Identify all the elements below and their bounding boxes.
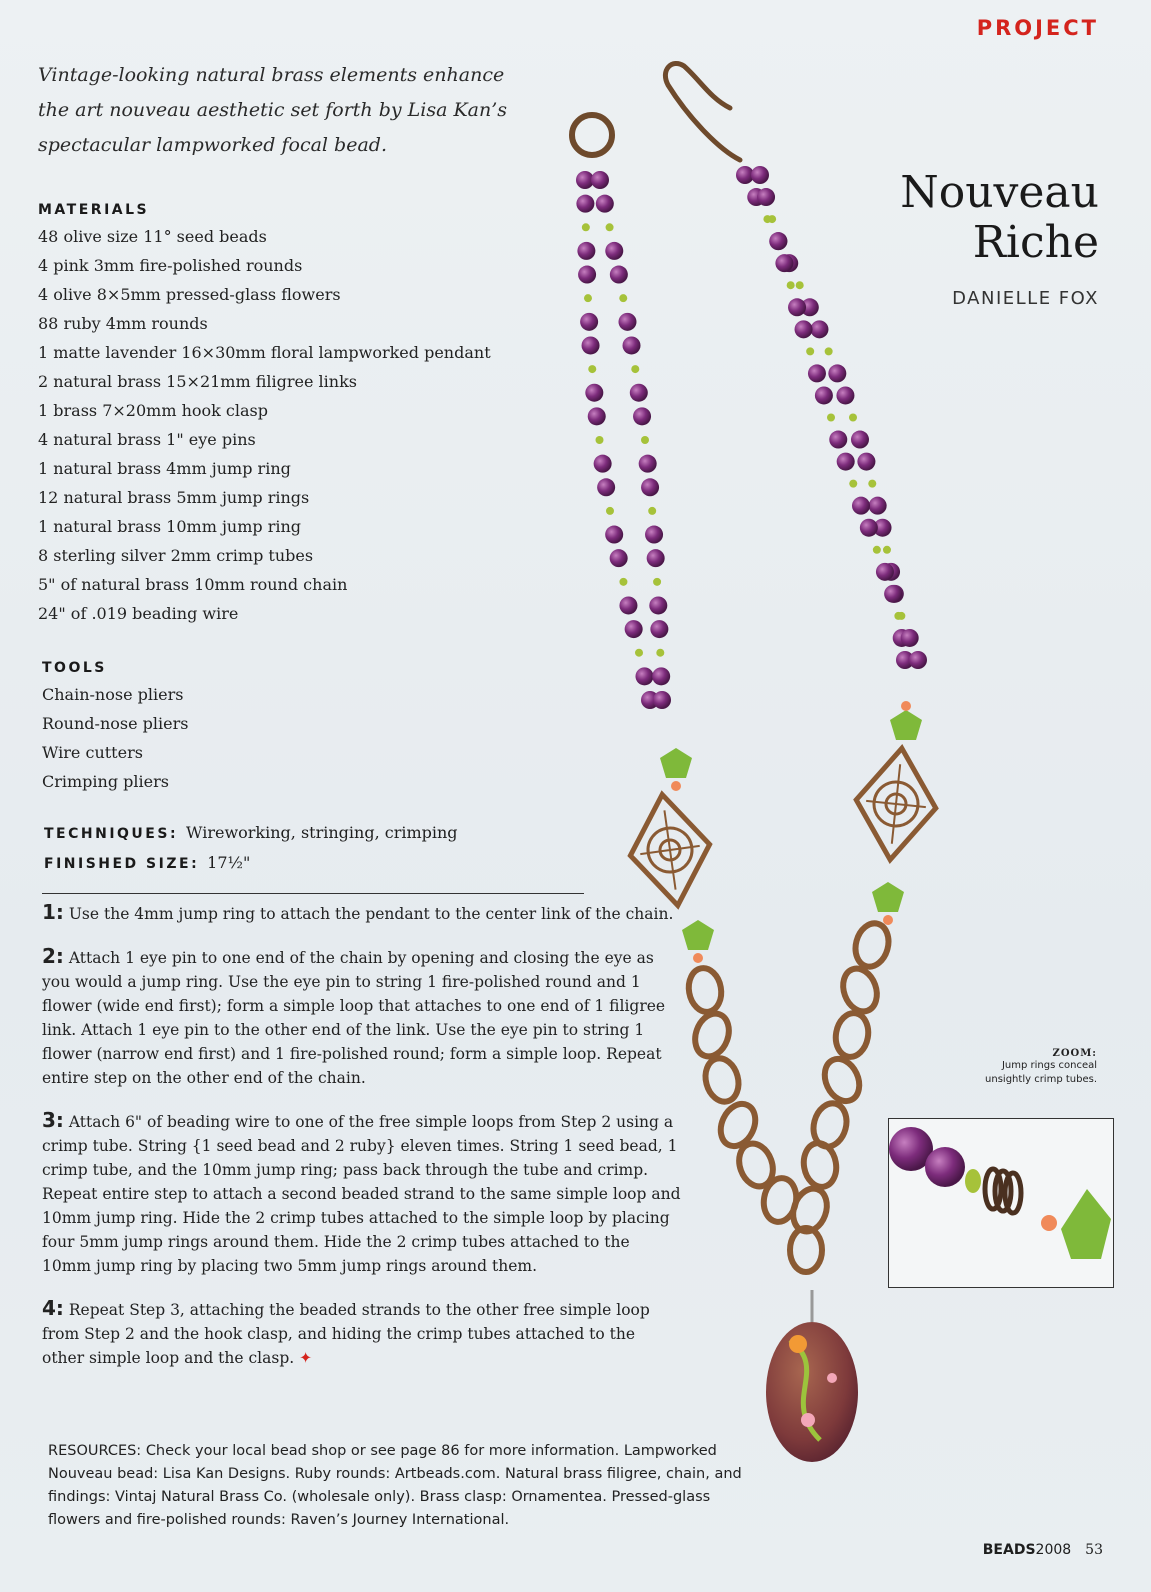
filigree-link-right	[850, 744, 941, 864]
ruby-bead	[623, 336, 641, 354]
finished-size-value: 17½"	[207, 853, 251, 872]
ruby-bead	[619, 596, 637, 614]
filigree-link-left	[623, 789, 718, 911]
ruby-bead	[815, 386, 833, 404]
seed-bead	[635, 649, 643, 657]
lampworked-pendant	[766, 1290, 858, 1462]
ruby-bead	[852, 497, 870, 515]
seed-bead	[768, 215, 776, 223]
ruby-bead	[650, 620, 668, 638]
step-text: Use the 4mm jump ring to attach the pendant to the center link of the chain.	[68, 905, 674, 923]
ruby-bead	[645, 526, 663, 544]
ruby-bead	[580, 313, 598, 331]
seed-bead	[849, 480, 857, 488]
title-line-1: Nouveau	[900, 167, 1099, 218]
material-item: 12 natural brass 5mm jump rings	[38, 488, 310, 507]
chain-link	[701, 1055, 743, 1106]
brass-chain	[685, 920, 893, 1272]
seed-bead	[596, 436, 604, 444]
ruby-bead	[635, 667, 653, 685]
ruby-bead	[633, 407, 651, 425]
ruby-bead	[585, 384, 603, 402]
seed-bead	[796, 281, 804, 289]
seed-bead	[631, 365, 639, 373]
seed-bead	[619, 294, 627, 302]
material-item: 4 pink 3mm fire-polished rounds	[38, 256, 303, 275]
ruby-bead	[610, 549, 628, 567]
material-item: 24" of .019 beading wire	[38, 604, 239, 623]
ruby-bead	[588, 407, 606, 425]
ruby-bead	[860, 519, 878, 537]
ruby-bead	[757, 188, 775, 206]
beaded-strands	[576, 166, 927, 709]
ruby-bead	[594, 455, 612, 473]
zoom-caption	[979, 1048, 1097, 1087]
chain-link	[832, 1011, 871, 1060]
ruby-bead	[876, 563, 894, 581]
seed-bead	[787, 281, 795, 289]
title-line-2: Riche	[972, 217, 1099, 268]
step-text: Repeat Step 3, attaching the beaded strands to the other free simple loop from Step 2 and the hook clasp, and hiding the crimp tubes attached to the other simple loop and the clasp.	[42, 1301, 650, 1367]
material-item: 1 matte lavender 16×30mm floral lampworked pendant	[38, 343, 491, 362]
ruby-bead	[577, 242, 595, 260]
seed-bead	[656, 649, 664, 657]
tool-item: Crimping pliers	[42, 772, 169, 791]
ruby-bead	[795, 320, 813, 338]
step-number: 1:	[42, 900, 64, 924]
seed-bead	[584, 294, 592, 302]
ruby-bead	[630, 384, 648, 402]
material-item: 1 brass 7×20mm hook clasp	[38, 401, 268, 420]
ruby-bead	[639, 455, 657, 473]
tool-item: Wire cutters	[42, 743, 143, 762]
ruby-bead	[605, 242, 623, 260]
ruby-bead	[769, 232, 787, 250]
flower-bead	[872, 882, 904, 925]
ruby-bead	[901, 629, 919, 647]
ruby-bead	[596, 195, 614, 213]
ruby-bead	[610, 266, 628, 284]
finished-size-label: FINISHED SIZE:	[44, 856, 200, 872]
seed-bead	[825, 347, 833, 355]
tools-heading: TOOLS	[42, 660, 107, 676]
ruby-bead	[808, 364, 826, 382]
hook-clasp	[665, 63, 740, 160]
seed-bead	[619, 578, 627, 586]
flower-bead	[682, 920, 714, 963]
magazine-year: 2008	[1035, 1542, 1072, 1558]
ruby-bead	[857, 453, 875, 471]
zoom-inset-photo	[888, 1118, 1114, 1288]
ruby-bead	[909, 651, 927, 669]
step-number: 3:	[42, 1108, 64, 1132]
techniques-label: TECHNIQUES:	[44, 826, 179, 842]
seed-bead	[868, 480, 876, 488]
ruby-bead	[851, 431, 869, 449]
ruby-bead	[578, 266, 596, 284]
chain-link	[837, 964, 882, 1016]
ruby-bead	[869, 497, 887, 515]
magazine-brand: BEADS	[982, 1542, 1036, 1558]
step-text: Attach 1 eye pin to one end of the chain by opening and closing the eye as you would a jump ring. Use the eye pin to string 1 fire-polished round and 1 flower (wide end first); form a simple loop that attaches to one end of 1 filigree link. Attach 1 eye pin to the other end of the link. Use the eye pin to string 1 flower (narrow end first) and 1 fire-polished round; form a simple loop. Repeat entire step on the other end of the chain.	[42, 949, 666, 1087]
seed-bead	[806, 347, 814, 355]
seed-bead	[641, 436, 649, 444]
chain-link	[689, 1009, 734, 1061]
seed-bead	[653, 578, 661, 586]
ruby-bead	[625, 620, 643, 638]
ruby-bead	[647, 549, 665, 567]
step-text: Attach 6" of beading wire to one of the free simple loops from Step 2 using a crimp tube. String {1 seed bead and 2 ruby} eleven times. String 1 seed bead, 1 crimp tube, and the 10mm jump ring; pass back through the tube and crimp. Repeat entire step to attach a second beaded strand to the same simple loop and 10mm jump ring. Hide the 2 crimp tubes attached to the simple loop by placing four 5mm jump rings around them. Hide the 2 crimp tubes attached to the 10mm jump ring by placing two 5mm jump rings around them.	[42, 1113, 681, 1275]
seed-bead	[897, 612, 905, 620]
page-number: 53	[1085, 1542, 1103, 1558]
step-number: 4:	[42, 1296, 64, 1320]
ruby-bead	[837, 453, 855, 471]
ruby-bead	[788, 298, 806, 316]
tool-item: Chain-nose pliers	[42, 685, 184, 704]
seed-bead	[606, 507, 614, 515]
seed-bead	[873, 546, 881, 554]
ruby-bead	[582, 336, 600, 354]
material-item: 4 natural brass 1" eye pins	[38, 430, 256, 449]
ruby-bead	[810, 320, 828, 338]
material-item: 8 sterling silver 2mm crimp tubes	[38, 546, 314, 565]
ruby-bead	[618, 313, 636, 331]
seed-bead	[883, 546, 891, 554]
step-number: 2:	[42, 944, 64, 968]
seed-bead	[849, 414, 857, 422]
material-item: 1 natural brass 4mm jump ring	[38, 459, 291, 478]
ruby-bead	[884, 585, 902, 603]
ruby-bead	[576, 195, 594, 213]
ruby-bead	[649, 596, 667, 614]
flower-bead	[890, 701, 922, 740]
chain-link	[790, 1228, 822, 1272]
ruby-bead	[653, 691, 671, 709]
ruby-bead	[828, 364, 846, 382]
resources-text: Check your local bead shop or see page 86 for more information. Lampworked Nouveau bead: Lisa Kan Designs. Ruby rounds: Artbeads.com. Natural brass filigree, chain, and findings: Vintaj Natural Brass Co. (wholesale only). Brass clasp: Ornamentea. Pressed-glass flowers and fire-polished rounds: Raven’s Journey International.	[48, 1443, 742, 1528]
techniques-value: Wireworking, stringing, crimping	[186, 823, 458, 842]
end-mark-icon: ✦	[299, 1349, 313, 1367]
zoom-inset-drawing	[889, 1119, 1113, 1287]
ruby-bead	[597, 478, 615, 496]
intro-text: Vintage-looking natural brass elements enhance the art nouveau aesthetic set forth by Lisa Kan’s spectacular lampworked focal bead.	[38, 64, 507, 156]
materials-heading: MATERIALS	[38, 202, 150, 218]
seed-bead	[648, 507, 656, 515]
tool-item: Round-nose pliers	[42, 714, 189, 733]
ruby-bead	[652, 667, 670, 685]
zoom-label: ZOOM:	[1052, 1048, 1097, 1059]
flower-bead	[660, 748, 692, 791]
material-item: 48 olive size 11° seed beads	[38, 227, 267, 246]
material-item: 5" of natural brass 10mm round chain	[38, 575, 348, 594]
chain-link	[818, 1053, 866, 1106]
ruby-bead	[751, 166, 769, 184]
ruby-bead	[775, 254, 793, 272]
zoom-caption-text: Jump rings conceal unsightly crimp tubes.	[985, 1060, 1097, 1085]
ruby-bead	[836, 386, 854, 404]
material-item: 2 natural brass 15×21mm filigree links	[38, 372, 357, 391]
ruby-bead	[605, 526, 623, 544]
page-footer	[983, 1542, 1103, 1558]
chain-link	[851, 920, 893, 971]
seed-bead	[827, 414, 835, 422]
chain-link	[685, 966, 724, 1015]
author-byline: DANIELLE FOX	[952, 288, 1099, 309]
material-item: 4 olive 8×5mm pressed-glass flowers	[38, 285, 341, 304]
clasp-ring	[572, 115, 612, 155]
seed-bead	[582, 223, 590, 231]
material-item: 1 natural brass 10mm jump ring	[38, 517, 302, 536]
seed-bead	[606, 223, 614, 231]
ruby-bead	[641, 478, 659, 496]
material-item: 88 ruby 4mm rounds	[38, 314, 208, 333]
ruby-bead	[829, 431, 847, 449]
section-tag: PROJECT	[976, 16, 1099, 40]
ruby-bead	[591, 171, 609, 189]
seed-bead	[588, 365, 596, 373]
resources-label: RESOURCES:	[48, 1443, 142, 1459]
